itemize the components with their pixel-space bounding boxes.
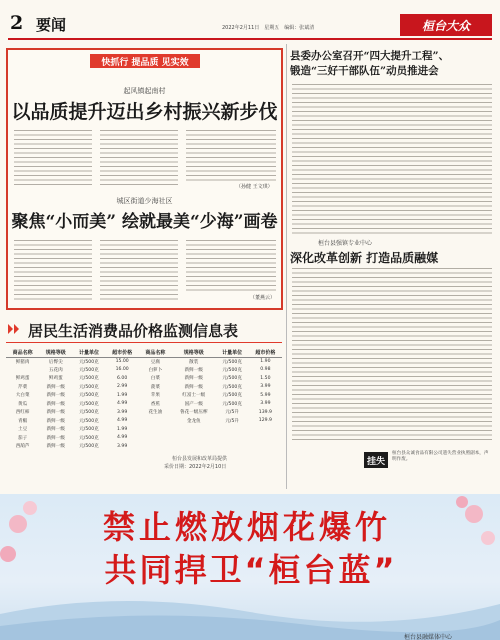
table-cell: 红富士一级 xyxy=(182,393,206,399)
table-cell: 元/5升 xyxy=(225,410,239,416)
table-cell: 6.00 xyxy=(117,375,128,381)
table-cell: 鲜鸡蛋 xyxy=(15,376,30,382)
table-cell: 4.99 xyxy=(117,418,128,424)
table-cell: 新鲜一级 xyxy=(46,435,65,441)
table-cell: 元/5升 xyxy=(225,418,239,424)
story1-title: 以品质提升迈出乡村振兴新步伐 xyxy=(11,101,278,123)
table-cell: 1.90 xyxy=(260,359,271,364)
table-cell: 土豆 xyxy=(17,427,28,433)
table-cell: 元/500克 xyxy=(79,359,99,365)
table-row xyxy=(6,442,282,451)
table-header-cell: 规格等级 xyxy=(39,349,72,357)
table-cell xyxy=(249,434,282,443)
right-story1-title-line2: 锻造“三好干部队伍”动员推进会 xyxy=(290,65,439,77)
table-cell: 元/500克 xyxy=(79,376,99,382)
table-cell xyxy=(172,434,216,443)
column-divider xyxy=(286,44,287,489)
price-table-rule xyxy=(6,342,282,343)
table-cell xyxy=(172,425,216,434)
table-cell: 五花肉 xyxy=(48,367,63,373)
table-cell: 香蕉 xyxy=(150,401,160,407)
table-cell xyxy=(216,425,249,434)
table-cell: 鲜鸡蛋 xyxy=(48,376,63,382)
table-cell: 元/500克 xyxy=(222,393,242,399)
table-cell: 元/500克 xyxy=(222,376,242,382)
right-story1-text xyxy=(292,84,492,234)
table-cell: 16.00 xyxy=(115,367,129,373)
right-story1-title-line1: 县委办公室召开“四大提升工程”、 xyxy=(290,50,450,62)
table-cell: 元/500克 xyxy=(79,393,99,399)
story2-text-col3 xyxy=(186,240,276,292)
section-title: 要闻 xyxy=(36,16,67,34)
table-cell: 白萝卜 xyxy=(148,367,163,373)
table-cell: 新鲜一级 xyxy=(46,444,65,450)
table-header-cell: 规格等级 xyxy=(172,349,216,357)
table-cell: 3.99 xyxy=(260,401,271,407)
table-cell: 元/500克 xyxy=(79,444,99,450)
table-cell: 鲁花一级压榨 xyxy=(179,410,208,416)
table-cell: 139.9 xyxy=(258,409,272,415)
table-cell: 大白菜 xyxy=(15,393,30,399)
price-table-header-row xyxy=(6,349,282,357)
table-cell: 4.99 xyxy=(117,435,128,441)
chevron-right-icon xyxy=(8,322,26,336)
table-cell: 苹果 xyxy=(150,393,160,399)
right-story2-title: 深化改革创新 打造品质融媒 xyxy=(290,251,439,265)
table-cell xyxy=(216,442,249,451)
table-cell xyxy=(249,442,282,451)
table-cell: 元/500克 xyxy=(79,401,99,407)
table-row xyxy=(6,391,282,400)
table-header-cell: 超市价格 xyxy=(106,349,139,357)
masthead-logo: 桓台大众 xyxy=(400,14,492,36)
story2-text-col2 xyxy=(100,240,178,302)
table-cell: 1.99 xyxy=(117,426,128,432)
table-header-cell: 商品名称 xyxy=(6,349,39,357)
table-cell: 白菜 xyxy=(150,376,160,382)
story1-kicker: 起风镇起南村 xyxy=(123,87,166,95)
table-cell: 元/500克 xyxy=(79,435,99,441)
story1-byline: （孙健 王文琪） xyxy=(236,184,273,190)
table-cell: 元/500克 xyxy=(222,367,242,373)
header-info: 2022年2月11日 星期五 编辑：张斌清 xyxy=(222,25,315,31)
table-cell: 元/500克 xyxy=(79,384,99,390)
table-cell: 金龙鱼 xyxy=(186,418,201,424)
table-cell: 1.50 xyxy=(260,375,271,381)
price-table-body xyxy=(6,357,282,451)
table-cell: 新鲜一级 xyxy=(46,393,65,399)
table-cell xyxy=(172,442,216,451)
table-cell: 1.99 xyxy=(117,392,128,398)
table-cell: 新鲜一级 xyxy=(184,367,203,373)
table-cell: 后臀尖 xyxy=(48,359,63,365)
table-cell: 新鲜一级 xyxy=(46,401,65,407)
table-cell: 3.99 xyxy=(260,384,271,390)
table-cell xyxy=(6,366,39,375)
lost-notice-text: 桓台县众诚食品有限公司遗失营业执照副本，声明作废。 xyxy=(392,451,489,462)
table-cell: 茄子 xyxy=(17,435,28,441)
table-cell: 新鲜一级 xyxy=(184,384,203,390)
table-cell xyxy=(139,417,172,426)
table-row xyxy=(6,408,282,417)
table-cell: 3.99 xyxy=(117,443,128,449)
table-cell: 散装 xyxy=(189,359,199,365)
right-story2-text xyxy=(292,268,492,440)
price-table-title: 居民生活消费品价格监测信息表 xyxy=(28,322,239,340)
table-row xyxy=(6,366,282,375)
table-header-cell: 计量单位 xyxy=(72,349,105,357)
lost-notice-label: 挂失 xyxy=(364,452,388,468)
table-cell: 4.99 xyxy=(117,401,128,407)
table-cell: 新鲜一级 xyxy=(46,427,65,433)
table-cell xyxy=(216,434,249,443)
table-cell: 鲜猪肉 xyxy=(15,359,30,365)
table-row xyxy=(6,383,282,392)
price-table-source: 桓台县发展和改革局提供 xyxy=(172,456,228,462)
table-cell: 西葫芦 xyxy=(15,444,30,450)
table-row xyxy=(6,400,282,409)
table-cell: 芹菜 xyxy=(17,384,28,390)
table-cell: 豆腐 xyxy=(150,359,160,365)
table-header-cell: 计量单位 xyxy=(216,349,249,357)
price-table-date: 采价日期：2022年2月10日 xyxy=(164,464,227,470)
table-cell: 新鲜一级 xyxy=(46,418,65,424)
story2-title: 聚焦“小而美” 绘就最美“少海”画卷 xyxy=(11,212,278,232)
table-cell: 新鲜一级 xyxy=(46,410,65,416)
story2-byline: （董燕云） xyxy=(250,295,276,301)
table-row xyxy=(6,374,282,383)
table-header-cell: 超市价格 xyxy=(249,349,282,357)
table-cell: 129.9 xyxy=(258,418,272,424)
table-cell: 花生油 xyxy=(148,410,163,416)
story1-text-col2 xyxy=(100,130,178,188)
table-cell xyxy=(139,442,172,451)
table-cell xyxy=(139,425,172,434)
bottom-caption: 桓台县融媒体中心 xyxy=(404,634,453,640)
story1-text-col3 xyxy=(186,130,276,182)
table-cell: 元/500克 xyxy=(222,401,242,407)
price-table xyxy=(6,349,282,451)
table-cell: 0.98 xyxy=(260,367,271,373)
table-cell: 元/500克 xyxy=(222,384,242,390)
right-story2-kicker: 桓台县强镇专业中心 xyxy=(318,240,373,247)
table-cell: 3.99 xyxy=(117,409,128,415)
table-cell: 新鲜一级 xyxy=(46,384,65,390)
table-cell xyxy=(249,425,282,434)
table-cell: 菠菜 xyxy=(150,384,160,390)
page-number: 2 xyxy=(10,12,24,34)
table-header-cell: 商品名称 xyxy=(139,349,172,357)
table-row xyxy=(6,434,282,443)
table-cell: 元/500克 xyxy=(79,367,99,373)
table-row xyxy=(6,417,282,426)
story1-text-col1 xyxy=(14,130,92,188)
table-cell: 西红柿 xyxy=(15,410,30,416)
table-cell: 5.99 xyxy=(260,392,271,398)
banner-line2: 共同捍卫“桓台蓝” xyxy=(104,551,398,589)
table-cell: 黄瓜 xyxy=(17,401,28,407)
table-cell: 元/500克 xyxy=(79,427,99,433)
table-cell xyxy=(139,434,172,443)
table-row xyxy=(6,357,282,366)
table-cell: 15.00 xyxy=(115,359,129,364)
table-cell: 2.99 xyxy=(117,384,128,390)
banner-line1: 禁止燃放烟花爆竹 xyxy=(102,508,391,546)
table-cell: 国产一级 xyxy=(184,401,203,407)
table-cell: 元/500克 xyxy=(79,410,99,416)
story2-kicker: 城区街道少海社区 xyxy=(116,197,173,205)
table-cell: 青椒 xyxy=(17,418,28,424)
feature-label: 快抓行 提品质 见实效 xyxy=(90,54,200,68)
table-cell: 新鲜一级 xyxy=(184,376,203,382)
table-row xyxy=(6,425,282,434)
header-divider xyxy=(8,38,492,40)
story2-text-col1 xyxy=(14,240,92,302)
table-cell: 元/500克 xyxy=(79,418,99,424)
table-cell: 元/500克 xyxy=(222,359,242,365)
